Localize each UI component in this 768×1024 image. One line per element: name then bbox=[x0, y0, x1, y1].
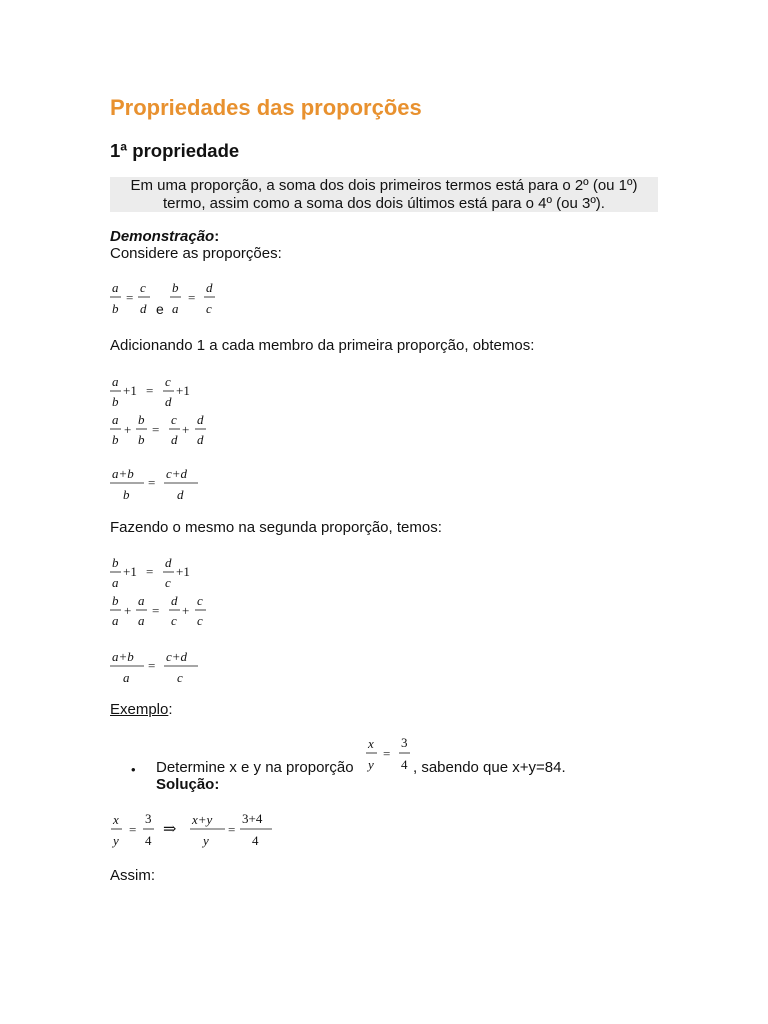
fraction-denominator: y bbox=[113, 833, 119, 848]
equals-sign: = bbox=[129, 822, 137, 837]
plus-sign: + bbox=[182, 603, 190, 618]
fraction-denominator: c bbox=[165, 575, 171, 590]
fraction-numerator: c+d bbox=[166, 649, 188, 664]
equals-sign: = bbox=[146, 564, 154, 579]
property-statement: Em uma proporção, a soma dos dois primeiros termos está para o 2º (ou 1º) termo, assim como a soma dos dois últimos está para o 4º (ou 3º). bbox=[130, 177, 638, 212]
fraction-numerator: a+b bbox=[112, 466, 134, 481]
fraction-denominator: d bbox=[165, 394, 172, 409]
page-title: Propriedades das proporções bbox=[110, 95, 422, 120]
fraction-numerator: d bbox=[197, 412, 204, 427]
fraction-denominator: d bbox=[177, 487, 184, 502]
plus-sign: + bbox=[182, 422, 190, 437]
fraction-numerator: a bbox=[138, 593, 145, 608]
fraction-numerator: d bbox=[206, 280, 213, 295]
fraction-denominator: a bbox=[112, 613, 119, 628]
fraction-denominator: a bbox=[138, 613, 145, 628]
fraction-denominator: c bbox=[206, 301, 212, 316]
plus-one: +1 bbox=[123, 564, 137, 579]
fraction-numerator: d bbox=[165, 555, 172, 570]
example-label: Exemplo bbox=[110, 701, 169, 718]
fraction-numerator: c bbox=[165, 374, 171, 389]
bullet-icon: • bbox=[131, 762, 136, 777]
fraction-numerator: 3 bbox=[145, 811, 152, 826]
fraction-denominator: 4 bbox=[401, 757, 408, 772]
equals-sign: = bbox=[228, 822, 236, 837]
example-heading bbox=[110, 701, 173, 718]
fraction-numerator: x+y bbox=[192, 812, 213, 827]
equals-sign: = bbox=[146, 383, 154, 398]
equals-sign: = bbox=[188, 290, 196, 305]
second-text: Fazendo o mesmo na segunda proporção, temos: bbox=[110, 519, 442, 536]
plus-sign: + bbox=[124, 603, 132, 618]
demonstration-colon: : bbox=[214, 228, 220, 245]
equals-sign: = bbox=[126, 290, 134, 305]
fraction-denominator: d bbox=[171, 432, 178, 447]
adding-text: Adicionando 1 a cada membro da primeira proporção, obtemos: bbox=[110, 337, 535, 354]
fraction-denominator: b bbox=[112, 301, 119, 316]
fraction-denominator: c bbox=[177, 670, 183, 685]
equals-sign: = bbox=[148, 658, 156, 673]
equals-sign: = bbox=[152, 603, 160, 618]
example-colon: : bbox=[168, 701, 173, 718]
fraction-numerator: 3+4 bbox=[242, 811, 263, 826]
fraction-numerator: a bbox=[112, 412, 119, 427]
fraction-denominator: 4 bbox=[145, 833, 152, 848]
fraction-denominator: y bbox=[368, 757, 374, 772]
bullet-suffix: , sabendo que x+y=84. bbox=[413, 759, 566, 776]
fraction-denominator: b bbox=[123, 487, 130, 502]
fraction-denominator: b bbox=[138, 432, 145, 447]
fraction-denominator: c bbox=[197, 613, 203, 628]
fraction-numerator: b bbox=[138, 412, 145, 427]
fraction-denominator: b bbox=[112, 394, 119, 409]
fraction-numerator: x bbox=[368, 736, 374, 751]
fraction-numerator: c bbox=[197, 593, 203, 608]
fraction-denominator: 4 bbox=[252, 833, 259, 848]
fraction-numerator: c bbox=[140, 280, 146, 295]
demonstration-label: Demonstração bbox=[110, 228, 215, 245]
fraction-numerator: x bbox=[113, 812, 119, 827]
bullet-prefix: Determine x e y na proporção bbox=[156, 759, 354, 776]
connector-e: e bbox=[156, 301, 164, 317]
fraction-numerator: b bbox=[112, 555, 119, 570]
property-statement-box bbox=[110, 177, 658, 212]
fraction-numerator: c bbox=[171, 412, 177, 427]
formula-first-derivation bbox=[108, 372, 238, 508]
formula-second-derivation bbox=[108, 553, 238, 689]
section-heading: 1ª propriedade bbox=[110, 140, 240, 161]
equals-sign: = bbox=[152, 422, 160, 437]
formula-solution bbox=[108, 810, 288, 852]
consider-text: Considere as proporções: bbox=[110, 245, 282, 262]
plus-sign: + bbox=[124, 422, 132, 437]
equals-sign: = bbox=[383, 746, 391, 761]
fraction-denominator: a bbox=[172, 301, 179, 316]
fraction-numerator: 3 bbox=[401, 735, 408, 750]
fraction-numerator: a bbox=[112, 280, 119, 295]
formula-initial-proportions bbox=[108, 278, 228, 322]
fraction-denominator: y bbox=[203, 833, 209, 848]
fraction-numerator: a+b bbox=[112, 649, 134, 664]
formula-example-proportion bbox=[362, 734, 414, 774]
solution-label: Solução: bbox=[156, 776, 220, 793]
plus-one: +1 bbox=[123, 383, 137, 398]
fraction-denominator: a bbox=[123, 670, 130, 685]
fraction-denominator: c bbox=[171, 613, 177, 628]
implies-icon: ⇒ bbox=[163, 821, 177, 838]
fraction-numerator: d bbox=[171, 593, 178, 608]
fraction-numerator: b bbox=[172, 280, 179, 295]
fraction-numerator: b bbox=[112, 593, 119, 608]
fraction-denominator: a bbox=[112, 575, 119, 590]
assim-text: Assim: bbox=[110, 867, 155, 884]
fraction-numerator: c+d bbox=[166, 466, 188, 481]
fraction-denominator: d bbox=[197, 432, 204, 447]
fraction-denominator: b bbox=[112, 432, 119, 447]
fraction-denominator: d bbox=[140, 301, 147, 316]
plus-one: +1 bbox=[176, 564, 190, 579]
demonstration-heading bbox=[110, 228, 219, 245]
plus-one: +1 bbox=[176, 383, 190, 398]
equals-sign: = bbox=[148, 475, 156, 490]
fraction-numerator: a bbox=[112, 374, 119, 389]
